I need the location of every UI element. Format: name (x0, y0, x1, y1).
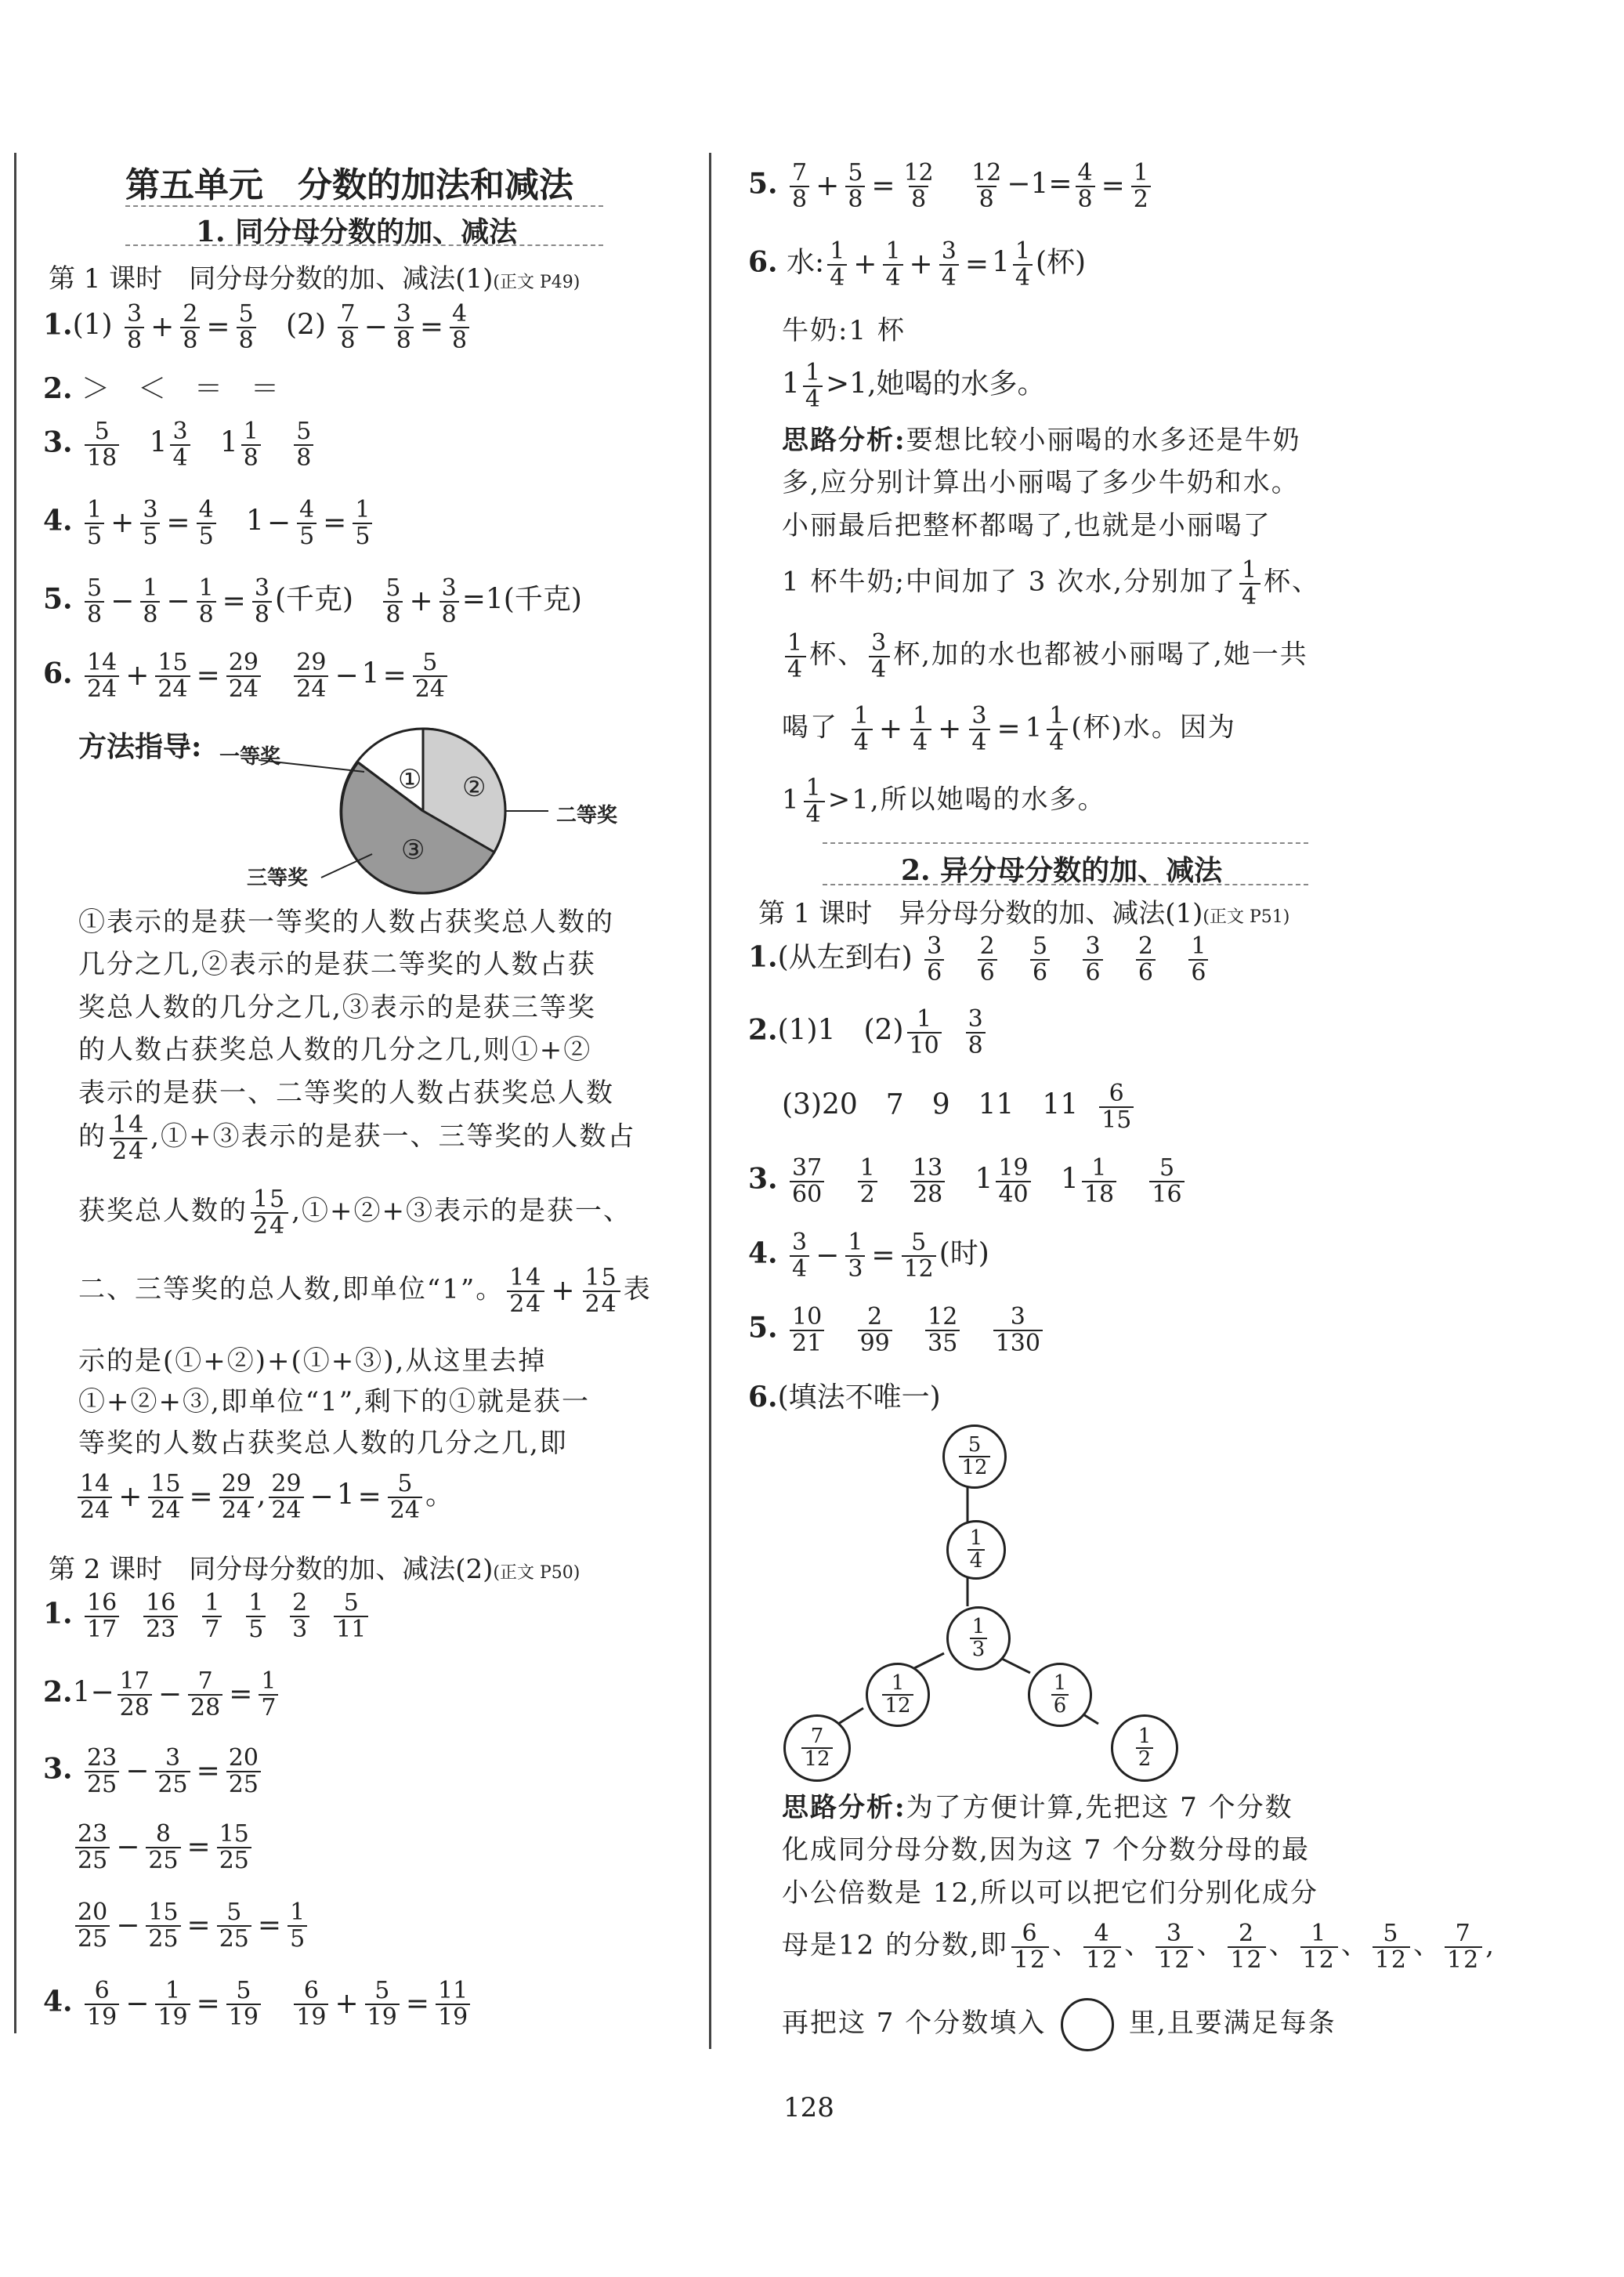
paragraph-line: ①+②+③,即单位“1”,剩下的①就是获一 (78, 1386, 590, 1417)
item-number: 4. (43, 1985, 73, 2018)
paragraph-line: 化成同分母分数,因为这 7 个分数分母的最 (782, 1834, 1311, 1866)
answer-line-l2-1: 1. $\frac{16}{17}$ $\frac{16}{23}$ $\frac{1}{7}$ $\frac{1}{5}$ $\frac{2}{3}$ $\frac{5}{11}$ (43, 1591, 371, 1642)
answer-line-1: 1.(1) $\frac{3}{8}$ + $\frac{2}{8}$ = $\frac{5}{8}$ (2) $\frac{7}{8}$ − $\frac{3}{8}$ = $\frac{4}{8}$ (43, 302, 472, 353)
divider (823, 842, 1308, 844)
answer-line-l2-3: 3. $\frac{23}{25}$ − $\frac{3}{25}$ = $\frac{20}{25}$ (43, 1746, 264, 1797)
item-number: 6. (748, 1381, 778, 1414)
paragraph-line: 喝了 $\frac{1}{4}$ + $\frac{1}{4}$ + $\frac{3}{4}$ = 1 $\frac{1}{4}$ (杯)水。因为 (782, 702, 1236, 756)
circle-node: 7 12 (783, 1714, 851, 1782)
paragraph-line: ①表示的是获一等奖的人数占获奖总人数的 (78, 907, 614, 938)
pie-label-third: 三等奖 (247, 867, 309, 890)
paragraph-line: 获奖总人数的 $\frac{15}{24}$ ,①+②+③表示的是获一、 (78, 1186, 631, 1240)
text: 母是12 的分数,即 (782, 1929, 1008, 1961)
item-number: 5. (748, 1311, 778, 1345)
item-number: 5. (43, 582, 73, 616)
pie-label-second: 二等奖 (556, 804, 618, 827)
item-number: 5. (748, 167, 778, 201)
lesson-title (758, 892, 1289, 930)
analysis-para (782, 419, 1604, 547)
item-number: 1. (43, 1597, 73, 1631)
circle-node: 1 4 (946, 1520, 1006, 1580)
section-title: 2. 异分母分数的加、减法 (901, 854, 1223, 887)
item-number: 1. (748, 940, 778, 974)
text: 水: (787, 246, 825, 279)
paragraph-equation: $\frac{14}{24}$ + $\frac{15}{24}$ = $\frac{29}{24}$ , $\frac{29}{24}$ − 1 = $\frac{5}{24}$ 。 (74, 1472, 454, 1522)
milk-line: 牛奶:1 杯 (782, 315, 906, 346)
section-title: 1. 同分母分数的加、减法 (196, 215, 518, 248)
paragraph-line: 表示的是获一、二等奖的人数占获奖总人数 (78, 1077, 614, 1109)
item-number: 3. (43, 425, 73, 459)
paragraph-line: 的 $\frac{14}{24}$ ,①+③表示的是获一、三等奖的人数占 (78, 1111, 636, 1165)
text: 的 (78, 1120, 107, 1153)
paragraph-line: 1 $\frac{1}{4}$ >1,所以她喝的水多。 (782, 774, 1106, 828)
paragraph-line: 1 杯牛奶;中间加了 3 次水,分别加了 $\frac{1}{4}$ 杯、 (782, 556, 1321, 610)
text: 杯、 (1264, 566, 1321, 598)
item-number: 1. (43, 308, 73, 342)
text: ,①+②+③表示的是获一、 (291, 1195, 631, 1227)
paragraph-line: 示的是(①+②)+(①+③),从这里去掉 (78, 1345, 547, 1377)
text: (填法不唯一) (777, 1381, 941, 1414)
lesson-ref: (正文 P50) (493, 1563, 581, 1583)
lesson-title-text: 第 2 课时 同分母分数的加、减法(2) (49, 1554, 494, 1585)
lesson-title-text: 第 1 课时 异分母分数的加、减法(1) (758, 898, 1203, 929)
item-number: 4. (43, 504, 73, 538)
text: 1 杯牛奶;中间加了 3 次水,分别加了 (782, 566, 1236, 598)
answer-line-l2-4: 4. $\frac{6}{19}$ − $\frac{1}{19}$ = $\frac{5}{19}$ $\frac{6}{19}$ + $\frac{5}{19}$ = $\frac{11}{19}$ (43, 1978, 473, 2029)
text: 获奖总人数的 (78, 1195, 248, 1227)
circle-node: 1 3 (946, 1606, 1011, 1671)
paragraph-line: 小丽最后把整杯都喝了,也就是小丽喝了 (782, 509, 1271, 541)
text: 杯、 (809, 639, 866, 671)
empty-circle-icon (1061, 1998, 1114, 2051)
column-divider (709, 153, 711, 2049)
paragraph-line: 等奖的人数占获奖总人数的几分之几,即 (78, 1428, 568, 1459)
text: (杯)水。因为 (1071, 711, 1236, 744)
lesson-title (49, 257, 580, 295)
analysis-label: 思路分析: (782, 425, 906, 456)
lesson-ref: (正文 P51) (1203, 907, 1290, 927)
paragraph-line: 奖总人数的几分之几,③表示的是获三等奖 (78, 991, 596, 1023)
paragraph-line: 二、三等奖的总人数,即单位“1”。 $\frac{14}{24}$ + $\frac{15}{24}$ 表 (78, 1264, 652, 1318)
circle-node: 5 12 (942, 1424, 1007, 1489)
text: 。 (425, 1479, 454, 1511)
method-label: 方法指导: (78, 730, 202, 763)
text: −1= (1007, 168, 1072, 201)
answer-line-b5: 5. $\frac{10}{21}$ $\frac{2}{99}$ $\frac{12}{35}$ $\frac{3}{130}$ (748, 1305, 1046, 1356)
answer-line-4: 4. $\frac{1}{5}$ + $\frac{3}{5}$ = $\frac{4}{5}$ 1 − $\frac{4}{5}$ = $\frac{1}{5}$ (43, 498, 375, 548)
item-number: 2. (43, 1675, 73, 1709)
answer-line-5: 5. $\frac{5}{8}$ − $\frac{1}{8}$ − $\frac{1}{8}$ = $\frac{3}{8}$ (千克) $\frac{5}{8}$ + $\frac{3}{8}$ =1(千克) (43, 574, 582, 628)
answer-line-r5: 5. $\frac{7}{8}$ + $\frac{5}{8}$ = $\frac{12}{8}$ $\frac{12}{8}$ −1= $\frac{4}{8}$ = $\frac{1}{2}$ (748, 161, 1154, 212)
text: 再把这 7 个分数填入 (782, 2007, 1047, 2039)
pie-marker-1: ① (398, 764, 422, 795)
divider (823, 884, 1308, 885)
part-label: (1) (72, 309, 113, 342)
text: (从左到右) (777, 941, 913, 974)
lesson-title-text: 第 1 课时 同分母分数的加、减法(1) (49, 263, 494, 295)
answer-line-3: 3. $\frac{5}{18}$ 1 $\frac{3}{4}$ 1 $\frac{1}{8}$ $\frac{5}{8}$ (43, 419, 316, 470)
page-number: 128 (783, 2092, 834, 2123)
answer-line-b1: 1.(从左到右) $\frac{3}{6}$ $\frac{2}{6}$ $\frac{5}{6}$ $\frac{3}{6}$ $\frac{2}{6}$ $\frac{1}{6}$ (748, 934, 1211, 985)
divider (125, 244, 603, 246)
text: >1,所以她喝的水多。 (827, 784, 1106, 816)
pie-marker-3: ③ (401, 834, 425, 866)
answer-line-b4: 4. $\frac{3}{4}$ − $\frac{1}{3}$ = $\frac{5}{12}$ (时) (748, 1229, 989, 1283)
paragraph-line: 为了方便计算,先把这 7 个分数 (906, 1792, 1293, 1823)
pie-marker-2: ② (462, 772, 486, 803)
text: 喝了 (782, 711, 838, 744)
circle-node: 1 12 (866, 1663, 930, 1727)
method-paragraph (78, 901, 697, 1114)
text: 杯,加的水也都被小丽喝了,她一共 (893, 639, 1308, 671)
unit-text: (杯) (1035, 246, 1087, 279)
text: 1− (72, 1676, 114, 1709)
paragraph-line: 多,应分别计算出小丽喝了多少牛奶和水。 (782, 467, 1300, 499)
answer-line-b2: 2.(1)1 (2) $\frac{1}{10}$ $\frac{3}{8}$ (748, 1007, 989, 1058)
lesson-ref: (正文 P49) (493, 273, 581, 292)
answer-line-l2-2: 2.1− $\frac{17}{28}$ − $\frac{7}{28}$ = $\frac{1}{7}$ (43, 1669, 281, 1720)
pie-label-first: 一等奖 (219, 745, 281, 769)
compare-line: 1 $\frac{1}{4}$ >1,她喝的水多。 (782, 359, 1046, 413)
text: 里,且要满足每条 (1128, 2007, 1336, 2039)
text: (3)20 7 9 11 11 (782, 1088, 1079, 1121)
lesson-title (49, 1548, 580, 1586)
analysis-para-2 (782, 1786, 1604, 1914)
unit-text: (时) (939, 1237, 989, 1270)
answer-line-b2c: (3)20 7 9 11 11 $\frac{6}{15}$ (782, 1081, 1137, 1132)
divider (125, 205, 603, 207)
answer-line-l2-3c: $\frac{20}{25}$ − $\frac{15}{25}$ = $\frac{5}{25}$ = $\frac{1}{5}$ (72, 1900, 310, 1951)
answer-line-b6 (748, 1383, 941, 1412)
paragraph-line: $\frac{1}{4}$ 杯、 $\frac{3}{4}$ 杯,加的水也都被小丽喝了,她一共 (782, 631, 1308, 682)
paragraph-line: 的人数占获奖总人数的几分之几,则①+② (78, 1034, 592, 1066)
circle-node: 1 2 (1111, 1714, 1178, 1782)
item-number: 6. (748, 245, 778, 279)
answer-line-r6: 6. 水: $\frac{1}{4}$ + $\frac{1}{4}$ + $\frac{3}{4}$ = 1 $\frac{1}{4}$ (杯) (748, 237, 1087, 291)
answer-line-b3: 3. $\frac{37}{60}$ $\frac{1}{2}$ $\frac{13}{28}$ 1 $\frac{19}{40}$ 1 $\frac{1}{18}$ $\frac{5}{16}$ (748, 1156, 1188, 1207)
item-number: 2. (748, 1013, 778, 1047)
paragraph-line (782, 1998, 1336, 2051)
item-number: 2. (43, 372, 73, 405)
text: (1)1 (2) (777, 1014, 904, 1047)
part-label: (2) (286, 309, 327, 342)
text: 表 (623, 1273, 652, 1305)
paragraph-line: 母是12 的分数,即 $\frac{6}{12}$ 、 $\frac{4}{12}$ 、 $\frac{3}{12}$ 、 $\frac{2}{12}$ 、 $\frac{1}{12}$ 、 $\frac{5}{12}$ 、 $\frac{7}{12}$ , (782, 1920, 1496, 1974)
answer-line-6: 6. $\frac{14}{24}$ + $\frac{15}{24}$ = $\frac{29}{24}$ $\frac{29}{24}$ − 1 = $\frac{5}{24}$ (43, 650, 450, 701)
text: 二、三等奖的总人数,即单位“1”。 (78, 1273, 505, 1305)
circle-node: 1 6 (1028, 1663, 1092, 1727)
paragraph-line: 要想比较小丽喝的水多还是牛奶 (906, 425, 1301, 456)
unit-text: (千克) (274, 583, 354, 616)
text: ,①+③表示的是获一、三等奖的人数占 (150, 1120, 636, 1153)
comparison-symbols: ＞ ＜ ＝ ＝ (81, 373, 280, 405)
paragraph-line: 小公倍数是 12,所以可以把它们分别化成分 (782, 1877, 1318, 1909)
answer-line-2 (43, 372, 280, 405)
paragraph-line: 几分之几,②表示的是获二等奖的人数占获 (78, 949, 596, 981)
text: >1,她喝的水多。 (826, 367, 1046, 400)
item-number: 4. (748, 1236, 778, 1270)
item-number: 3. (43, 1752, 73, 1786)
unit-text: =1(千克) (461, 583, 582, 616)
item-number: 3. (748, 1162, 778, 1196)
analysis-label: 思路分析: (782, 1792, 906, 1823)
answer-line-l2-3b: $\frac{23}{25}$ − $\frac{8}{25}$ = $\frac{15}{25}$ (72, 1822, 255, 1873)
left-margin-rule (14, 153, 16, 2033)
unit-title: 第五单元 分数的加法和减法 (125, 165, 573, 205)
item-number: 6. (43, 657, 73, 690)
